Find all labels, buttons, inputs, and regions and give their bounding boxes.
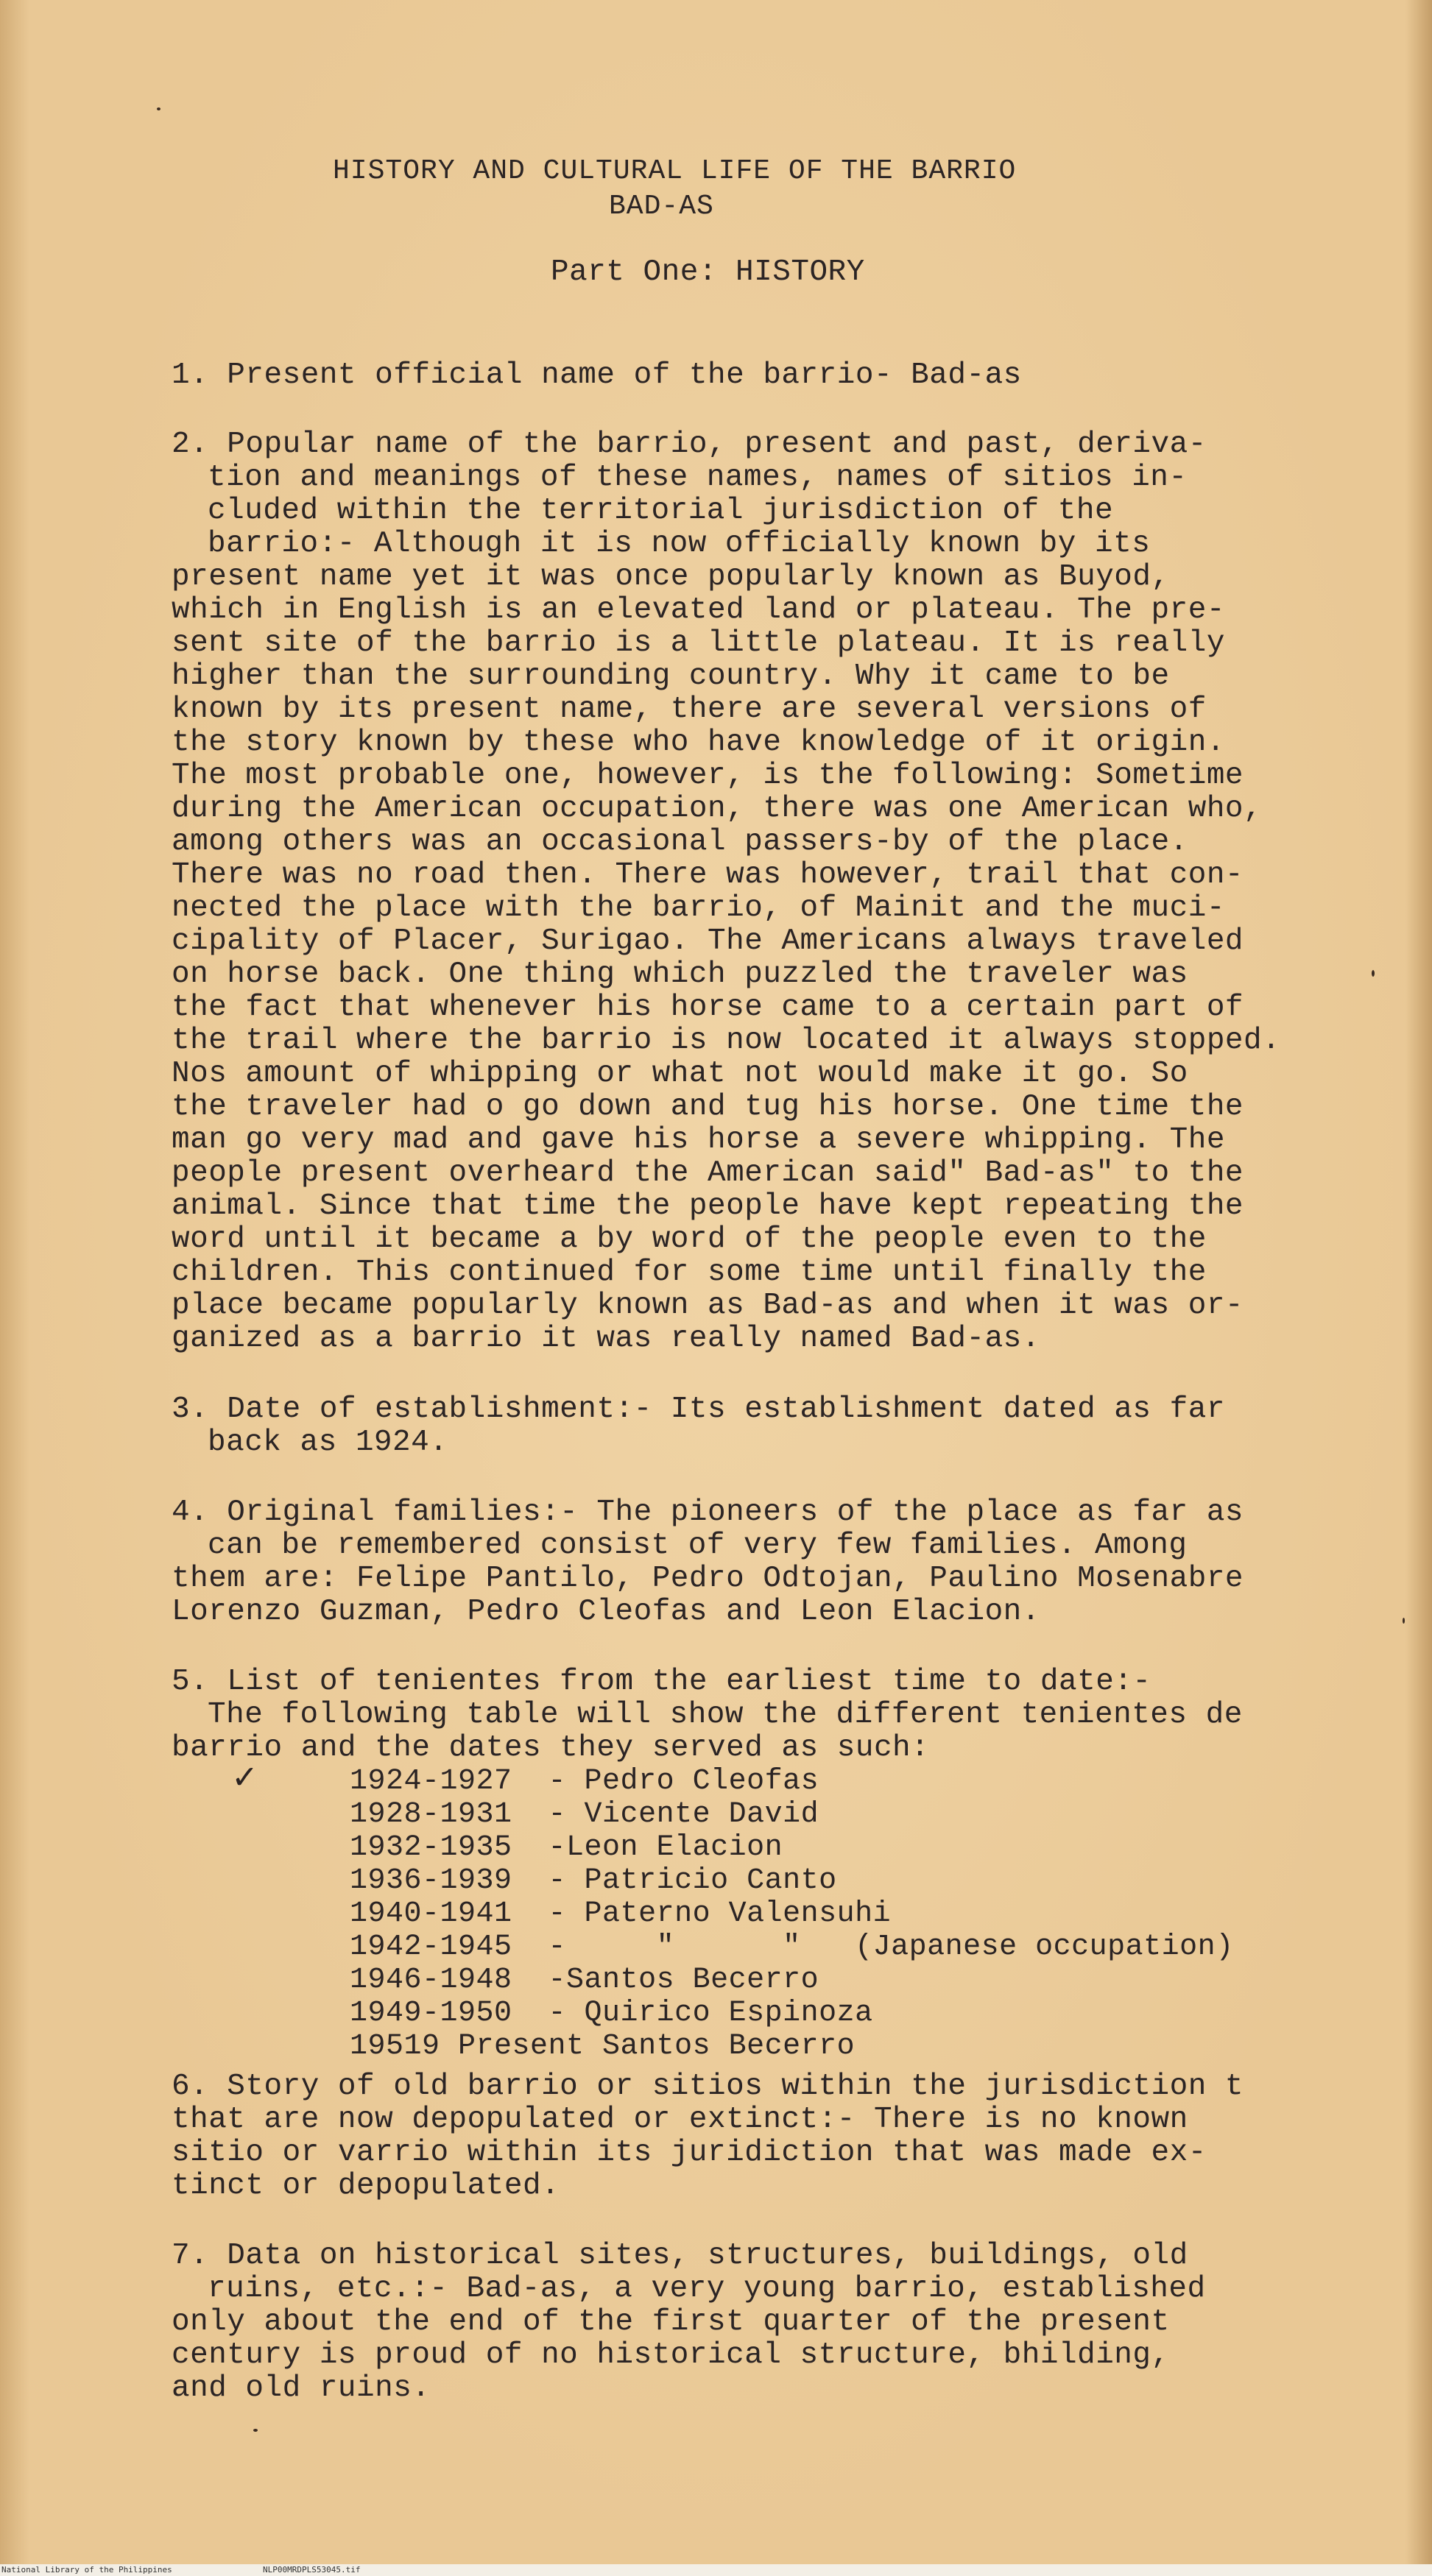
teniente-row: 1924-1927 - Pedro Cleofas xyxy=(350,1765,819,1798)
teniente-row: 1942-1945 - " " (Japanese occupation) xyxy=(350,1931,1234,1964)
teniente-row: 1936-1939 - Patricio Canto xyxy=(350,1864,837,1897)
item7-line: century is proud of no historical structure, bhilding, xyxy=(172,2338,1170,2372)
item2-line: present name yet it was once popularly known as Buyod, xyxy=(172,560,1170,594)
item2-line: man go very mad and gave his horse a severe whipping. The xyxy=(172,1123,1225,1157)
item5-line: barrio and the dates they served as such: xyxy=(172,1731,930,1765)
item2-line: nected the place with the barrio, of Mainit and the muci- xyxy=(172,891,1225,925)
item2-line: cipality of Placer, Surigao. The Americans always traveled xyxy=(172,924,1244,958)
item2-line: the trail where the barrio is now located it always stopped. xyxy=(172,1024,1281,1058)
item6-line: that are now depopulated or extinct:- There is no known xyxy=(172,2103,1188,2137)
item2-line: the traveler had o go down and tug his horse. One time the xyxy=(172,1090,1244,1124)
teniente-row: 1928-1931 - Vicente David xyxy=(350,1798,819,1831)
item7-line: 7. Data on historical sites, structures, buildings, old xyxy=(172,2239,1188,2273)
item5-line: 5. List of tenientes from the earliest time to date:- xyxy=(172,1665,1151,1699)
item2-line: higher than the surrounding country. Why it came to be xyxy=(172,659,1170,693)
item2-line: tion and meanings of these names, names of sitios in- xyxy=(208,461,1188,495)
item4-line: Lorenzo Guzman, Pedro Cleofas and Leon Elacion. xyxy=(172,1595,1040,1629)
item6-line: sitio or varrio within its juridiction that was made ex- xyxy=(172,2136,1207,2170)
check-mark: ✓ xyxy=(233,1758,256,1800)
item2-line: Nos amount of whipping or what not would make it go. So xyxy=(172,1057,1188,1091)
item2-line: There was no road then. There was however, trail that con- xyxy=(172,858,1244,892)
item2-line: known by its present name, there are several versions of xyxy=(172,693,1207,726)
scan-speck xyxy=(1372,970,1375,977)
item2-line: sent site of the barrio is a little plateau. It is really xyxy=(172,626,1225,660)
document-title-line2: BAD-AS xyxy=(609,191,714,222)
item2-line: during the American occupation, there was one American who, xyxy=(172,792,1263,826)
scan-speck xyxy=(253,2429,258,2432)
item3-line: 3. Date of establishment:- Its establishment dated as far xyxy=(172,1393,1225,1426)
item2-line: cluded within the territorial jurisdiction of the xyxy=(208,494,1114,528)
item5-line: The following table will show the different tenientes de xyxy=(208,1698,1243,1732)
item2-line: The most probable one, however, is the following: Sometime xyxy=(172,759,1244,793)
item3-line: back as 1924. xyxy=(208,1426,448,1459)
item2-line: animal. Since that time the people have kept repeating the xyxy=(172,1189,1244,1223)
item7-line: ruins, etc.:- Bad-as, a very young barrio, established xyxy=(208,2272,1206,2306)
item2-line: among others was an occasional passers-by of the place. xyxy=(172,825,1188,859)
scan-speck xyxy=(157,107,161,110)
item2-line: children. This continued for some time until finally the xyxy=(172,1256,1207,1289)
item1-official-name: 1. Present official name of the barrio- Bad-as xyxy=(172,358,1022,392)
teniente-row: 1946-1948 -Santos Becerro xyxy=(350,1964,819,1997)
footer-library-label: National Library of the Philippines xyxy=(1,2565,172,2575)
item2-line: ganized as a barrio it was really named Bad-as. xyxy=(172,1322,1040,1356)
scan-speck xyxy=(1403,1618,1405,1624)
item2-line: 2. Popular name of the barrio, present and past, deriva- xyxy=(172,428,1207,461)
document-title-line1: HISTORY AND CULTURAL LIFE OF THE BARRIO xyxy=(333,155,1017,187)
item2-line: people present overheard the American said" Bad-as" to the xyxy=(172,1156,1244,1190)
item6-line: tinct or depopulated. xyxy=(172,2169,560,2203)
item2-line: barrio:- Although it is now officially known by its xyxy=(208,527,1151,561)
teniente-row: 1940-1941 - Paterno Valensuhi xyxy=(350,1897,892,1931)
item2-line: the fact that whenever his horse came to a certain part of xyxy=(172,991,1244,1025)
item4-line: can be remembered consist of very few families. Among xyxy=(208,1529,1188,1563)
item7-line: and old ruins. xyxy=(172,2371,431,2405)
part-heading: Part One: HISTORY xyxy=(551,255,865,289)
teniente-row: 1932-1935 -Leon Elacion xyxy=(350,1831,783,1864)
item2-line: the story known by these who have knowledge of it origin. xyxy=(172,726,1225,760)
teniente-row: 1949-1950 - Quirico Espinoza xyxy=(350,1997,873,2030)
teniente-row: 19519 Present Santos Becerro xyxy=(350,2030,856,2063)
item4-line: them are: Felipe Pantilo, Pedro Odtojan, Paulino Mosenabre xyxy=(172,1562,1244,1596)
scan-footer xyxy=(0,2564,1432,2576)
footer-file-name: NLP00MRDPLS53045.tif xyxy=(263,2565,361,2575)
item2-line: place became popularly known as Bad-as and when it was or- xyxy=(172,1289,1244,1323)
item2-line: on horse back. One thing which puzzled the traveler was xyxy=(172,958,1188,991)
item4-line: 4. Original families:- The pioneers of the place as far as xyxy=(172,1496,1244,1529)
item6-line: 6. Story of old barrio or sitios within the jurisdiction t xyxy=(172,2070,1244,2103)
item7-line: only about the end of the first quarter of the present xyxy=(172,2305,1170,2339)
item2-line: word until it became a by word of the people even to the xyxy=(172,1222,1207,1256)
item2-line: which in English is an elevated land or plateau. The pre- xyxy=(172,593,1225,627)
